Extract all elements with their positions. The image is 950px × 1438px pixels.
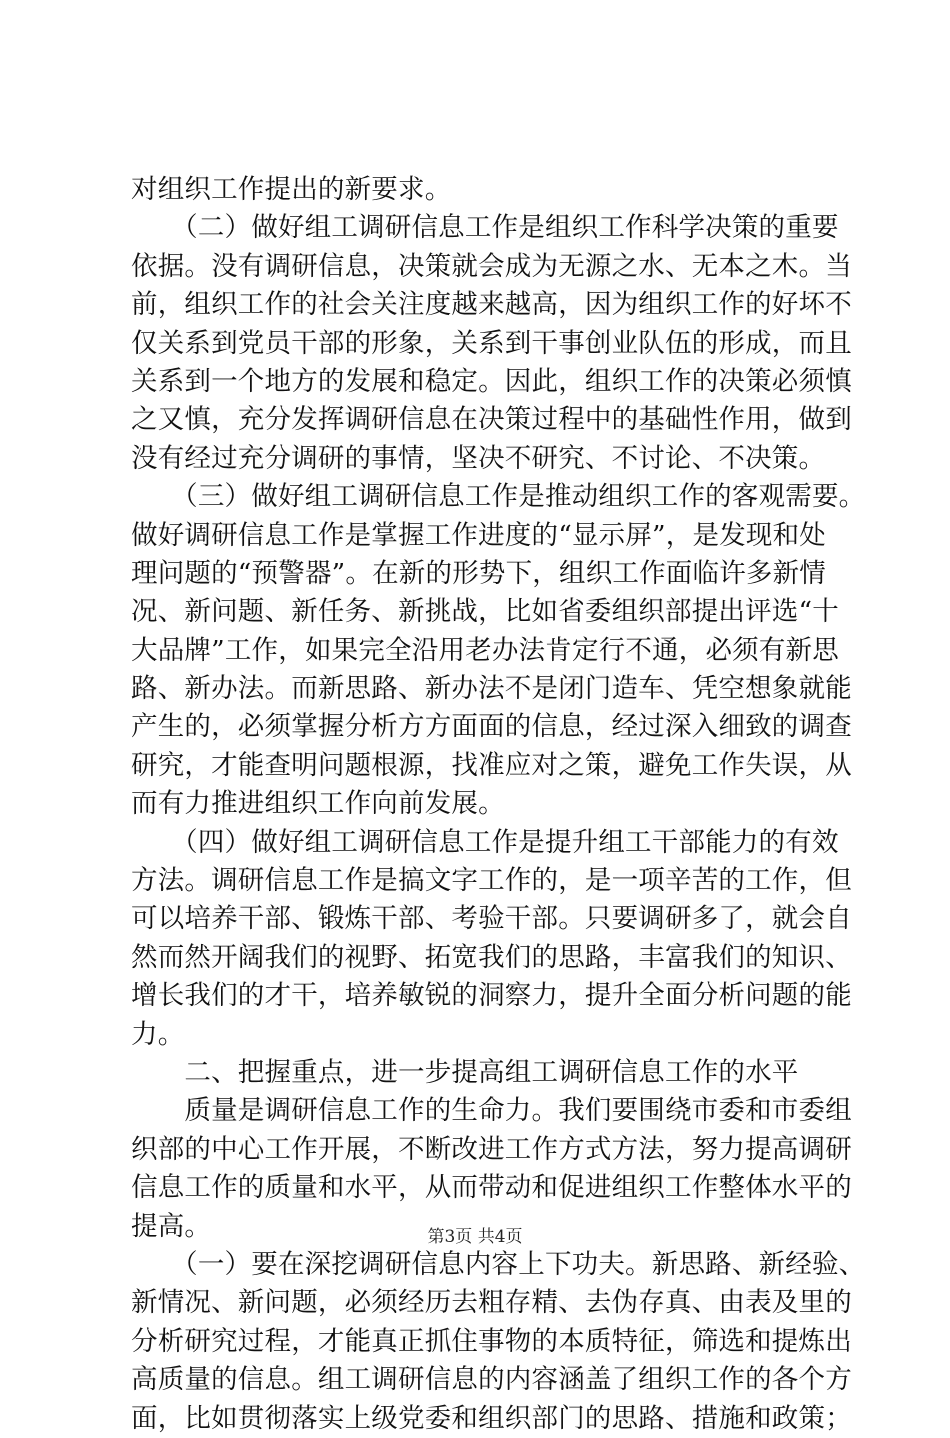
text-line: 研究，才能查明问题根源，找准应对之策，避免工作失误，从 xyxy=(131,749,852,781)
text-line: 产生的，必须掌握分析方方面面的信息，经过深入细致的调查 xyxy=(131,711,852,743)
page-number-label: 第3页 共4页 xyxy=(427,1227,523,1247)
text-line: 关系到一个地方的发展和稳定。因此，组织工作的决策必须慎 xyxy=(131,365,852,397)
text-line: 理问题的“预警器”。在新的形势下，组织工作面临许多新情 xyxy=(131,557,826,589)
text-line: 织部的中心工作开展，不断改进工作方式方法，努力提高调研 xyxy=(131,1133,852,1165)
text-line: 前，组织工作的社会关注度越来越高，因为组织工作的好坏不 xyxy=(131,289,852,321)
text-line: 方法。调研信息工作是搞文字工作的，是一项辛苦的工作，但 xyxy=(131,865,852,897)
text-line: 增长我们的才干，培养敏锐的洞察力，提升全面分析问题的能 xyxy=(131,980,852,1012)
text-line: 依据。没有调研信息，决策就会成为无源之水、无本之木。当 xyxy=(131,250,852,282)
text-line: 路、新办法。而新思路、新办法不是闭门造车、凭空想象就能 xyxy=(131,673,852,705)
text-line: 况、新问题、新任务、新挑战，比如省委组织部提出评选“十 xyxy=(131,596,839,628)
text-line: 做好调研信息工作是掌握工作进度的“显示屏”，是发现和处 xyxy=(131,519,826,551)
text-line: 质量是调研信息工作的生命力。我们要围绕市委和市委组 xyxy=(131,1095,852,1127)
text-line: 对组织工作提出的新要求。 xyxy=(131,174,452,205)
page-footer xyxy=(0,1226,950,1248)
text-line: 力。 xyxy=(131,1018,185,1050)
text-line: 信息工作的质量和水平，从而带动和促进组织工作整体水平的 xyxy=(131,1172,852,1204)
text-line: 新情况、新问题，必须经历去粗存精、去伪存真、由表及里的 xyxy=(131,1287,852,1319)
text-line: 提高。 xyxy=(131,1210,212,1242)
text-line: 大品牌”工作，如果完全沿用老办法肯定行不通，必须有新思 xyxy=(131,634,839,666)
text-line: （一）要在深挖调研信息内容上下功夫。新思路、新经验、 xyxy=(131,1248,866,1280)
text-line: （二）做好组工调研信息工作是组织工作科学决策的重要 xyxy=(131,212,839,244)
text-line: 而有力推进组织工作向前发展。 xyxy=(131,788,505,820)
text-line: 高质量的信息。组工调研信息的内容涵盖了组织工作的各个方 xyxy=(131,1364,852,1396)
text-line: 然而然开阔我们的视野、拓宽我们的思路，丰富我们的知识、 xyxy=(131,941,852,973)
section-heading: 二、把握重点，进一步提高组工调研信息工作的水平 xyxy=(131,1056,799,1088)
text-line: 面，比如贯彻落实上级党委和组织部门的思路、措施和政策； xyxy=(131,1402,852,1434)
text-line: 可以培养干部、锻炼干部、考验干部。只要调研多了，就会自 xyxy=(131,903,852,935)
text-line: （四）做好组工调研信息工作是提升组工干部能力的有效 xyxy=(131,826,839,858)
text-line: 分析研究过程，才能真正抓住事物的本质特征，筛选和提炼出 xyxy=(131,1325,852,1357)
text-line: 之又慎，充分发挥调研信息在决策过程中的基础性作用，做到 xyxy=(131,404,852,436)
text-line: 没有经过充分调研的事情，坚决不研究、不讨论、不决策。 xyxy=(131,442,826,474)
text-line: 仅关系到党员干部的形象，关系到干事创业队伍的形成，而且 xyxy=(131,327,852,359)
text-line: （三）做好组工调研信息工作是推动组织工作的客观需要。 xyxy=(131,481,866,513)
